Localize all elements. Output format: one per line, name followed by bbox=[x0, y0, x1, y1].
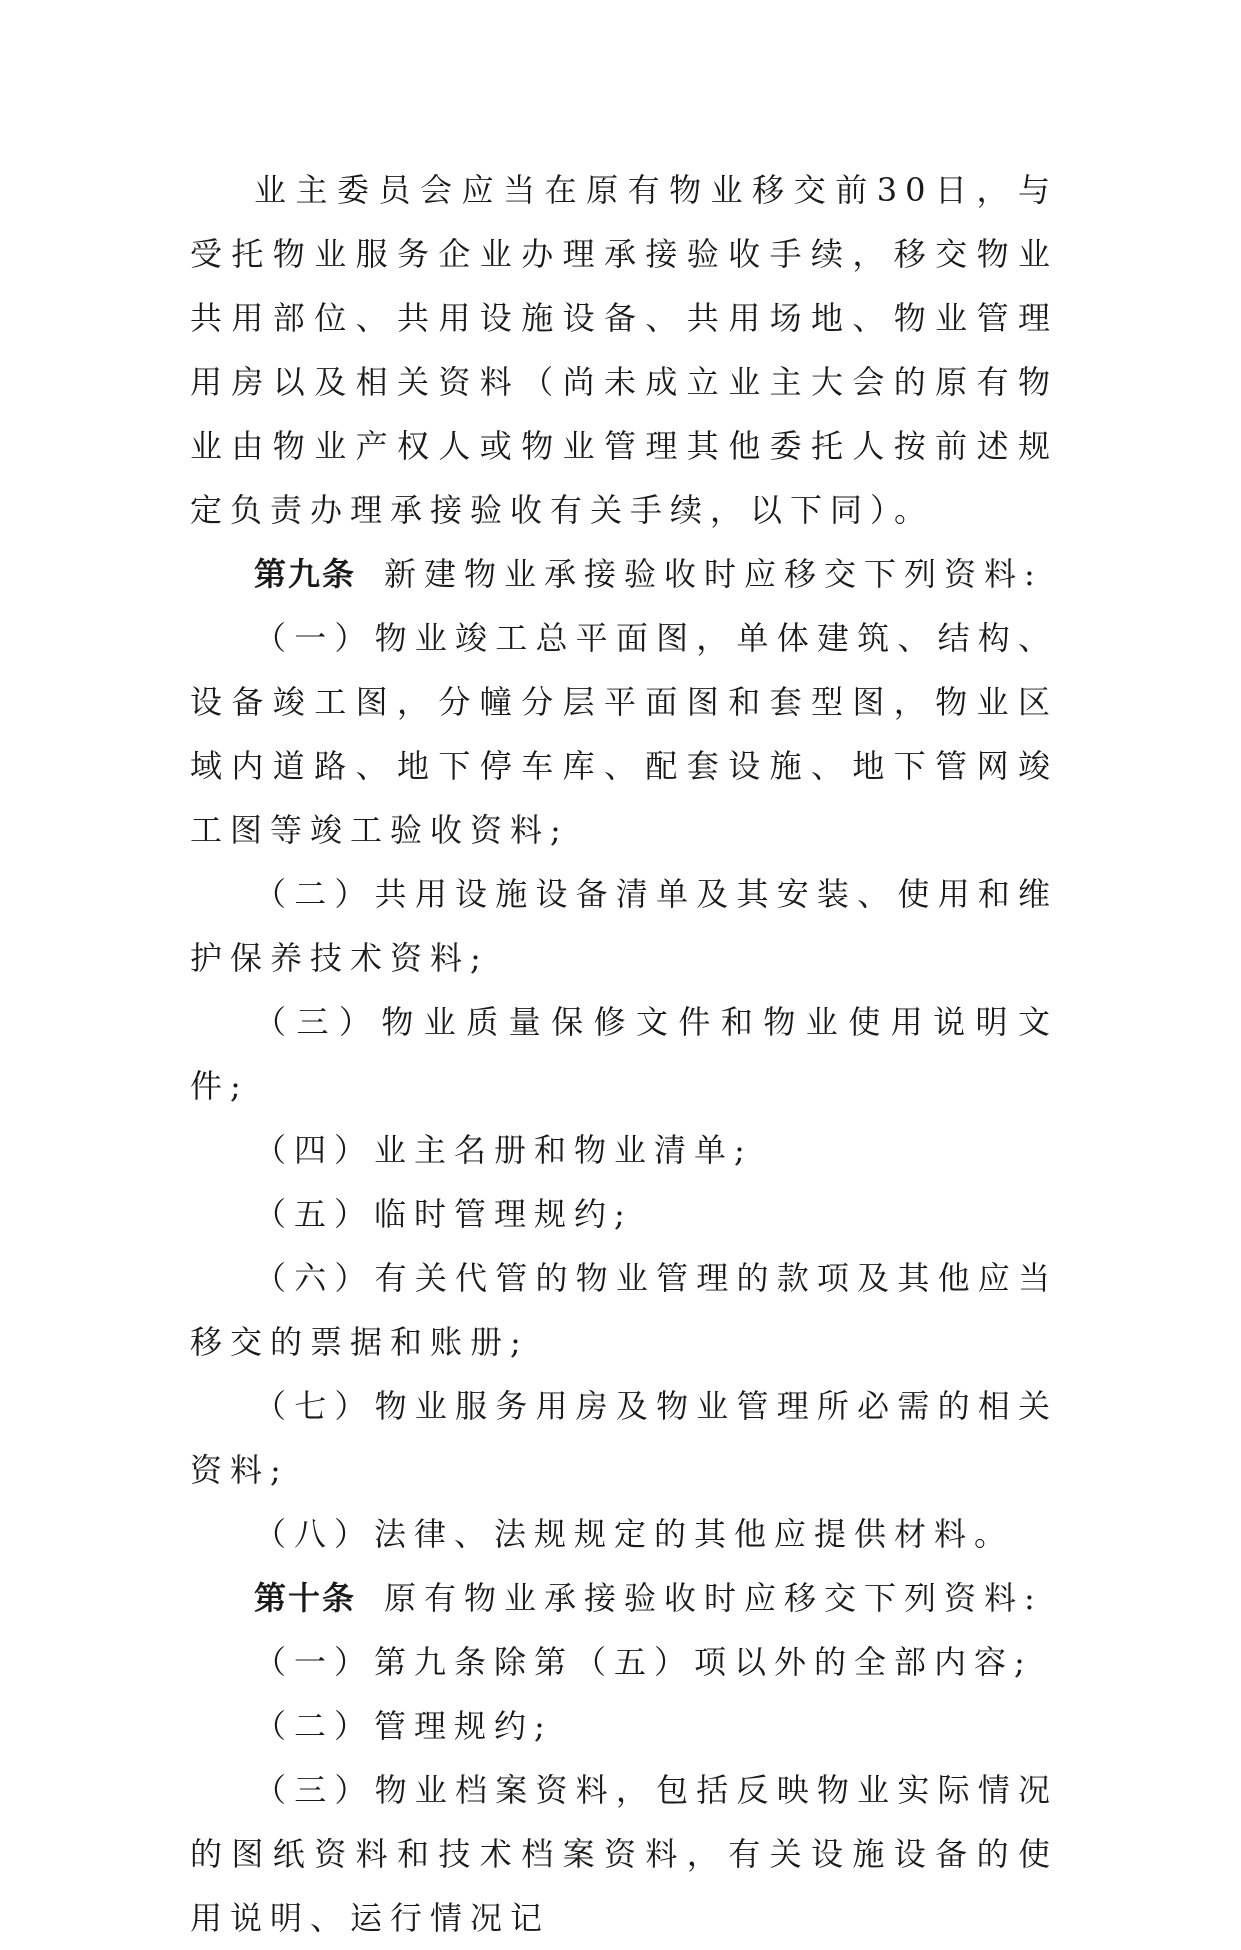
article-9-item-4 bbox=[190, 1118, 1058, 1182]
article-10-item-3 bbox=[190, 1758, 1058, 1950]
item-text: （六）有关代管的物业管理的款项及其他应当移交的票据和账册; bbox=[190, 1259, 1058, 1361]
article-9-item-1 bbox=[190, 606, 1058, 862]
item-text: （三）物业质量保修文件和物业使用说明文件; bbox=[190, 1003, 1058, 1105]
article-9-item-3 bbox=[190, 990, 1058, 1118]
article-10-heading bbox=[190, 1566, 1058, 1630]
article-text: 原有物业承接验收时应移交下列资料: bbox=[384, 1579, 1043, 1617]
article-9-item-7 bbox=[190, 1374, 1058, 1502]
document-body bbox=[190, 158, 1058, 1950]
article-9-item-6 bbox=[190, 1246, 1058, 1374]
item-text: （七）物业服务用房及物业管理所必需的相关资料; bbox=[190, 1387, 1058, 1489]
article-title: 第九条 bbox=[254, 555, 357, 593]
article-title: 第十条 bbox=[254, 1579, 357, 1617]
article-9-heading bbox=[190, 542, 1058, 606]
item-text: （二）共用设施设备清单及其安装、使用和维护保养技术资料; bbox=[190, 875, 1058, 977]
paragraph-text: 业主委员会应当在原有物业移交前30日，与受托物业服务企业办理承接验收手续，移交物业共用部位、共用设施设备、共用场地、物业管理用房以及相关资料（尚未成立业主大会的原有物业由物业产权人或物业管理其他委托人按前述规定负责办理承接验收有关手续，以下同）。 bbox=[190, 171, 1058, 529]
item-text: （三）物业档案资料，包括反映物业实际情况的图纸资料和技术档案资料，有关设施设备的使用说明、运行情况记 bbox=[190, 1771, 1058, 1937]
article-text: 新建物业承接验收时应移交下列资料: bbox=[384, 555, 1043, 593]
paragraph-handover-intro bbox=[190, 158, 1058, 542]
item-text: （一）第九条除第（五）项以外的全部内容; bbox=[254, 1643, 1033, 1681]
article-9-item-2 bbox=[190, 862, 1058, 990]
item-text: （五）临时管理规约; bbox=[254, 1195, 633, 1233]
article-9-item-8 bbox=[190, 1502, 1058, 1566]
item-text: （四）业主名册和物业清单; bbox=[254, 1131, 753, 1169]
article-10-item-2 bbox=[190, 1694, 1058, 1758]
article-10-item-1 bbox=[190, 1630, 1058, 1694]
item-text: （一）物业竣工总平面图，单体建筑、结构、设备竣工图，分幢分层平面图和套型图，物业区域内道路、地下停车库、配套设施、地下管网竣工图等竣工验收资料; bbox=[190, 619, 1058, 849]
article-9-item-5 bbox=[190, 1182, 1058, 1246]
item-text: （八）法律、法规规定的其他应提供材料。 bbox=[254, 1515, 1015, 1553]
item-text: （二）管理规约; bbox=[254, 1707, 553, 1745]
